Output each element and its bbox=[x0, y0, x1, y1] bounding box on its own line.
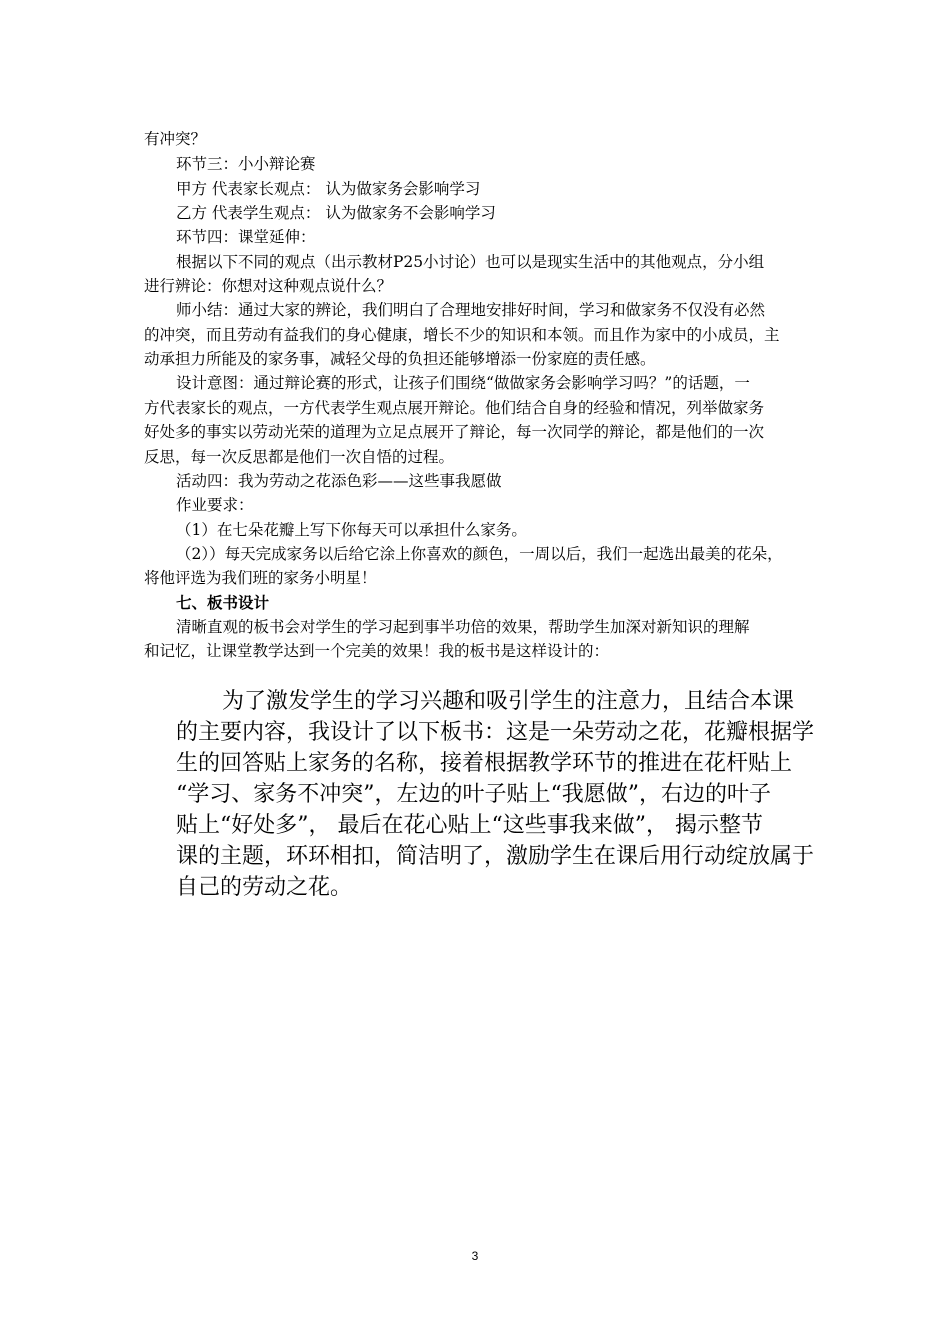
text-line: 根据以下不同的观点（出示教材P25小讨论）也可以是现实生活中的其他观点，分小组 bbox=[176, 253, 765, 271]
text-line: 和记忆，让课堂教学达到一个完美的效果！我的板书是这样设计的： bbox=[144, 642, 610, 660]
text-line: 好处多的事实以劳动光荣的道理为立足点展开了辩论，每一次同学的辩论，都是他们的一次 bbox=[144, 423, 765, 441]
text-line: 清晰直观的板书会对学生的学习起到事半功倍的效果，帮助学生加深对新知识的理解 bbox=[176, 618, 750, 636]
text-line: 活动四：我为劳动之花添色彩——这些事我愿做 bbox=[176, 472, 502, 490]
board-text-line: 为了激发学生的学习兴趣和吸引学生的注意力，且结合本课 bbox=[222, 689, 795, 714]
text-line: 有冲突？ bbox=[144, 130, 207, 148]
text-line: 反思，每一次反思都是他们一次自悟的过程。 bbox=[144, 448, 455, 466]
section-heading: 七、板书设计 bbox=[176, 593, 270, 612]
board-text-line: “学习、家务不冲突”，左边的叶子贴上“我愿做”，右边的叶子 bbox=[176, 782, 771, 807]
text-line: 将他评选为我们班的家务小明星！ bbox=[144, 569, 377, 587]
text-line: 作业要求： bbox=[176, 496, 254, 514]
text-line: 乙方 代表学生观点： 认为做家务不会影响学习 bbox=[176, 204, 496, 222]
text-line: 动承担力所能及的家务事，减轻父母的负担还能够增添一份家庭的责任感。 bbox=[144, 350, 656, 368]
text-line: 环节三：小小辩论赛 bbox=[176, 155, 316, 173]
board-text-line: 贴上“好处多”， 最后在花心贴上“这些事我来做”， 揭示整节 bbox=[176, 813, 763, 838]
text-line: 环节四：课堂延伸： bbox=[176, 228, 316, 246]
text-line: 师小结：通过大家的辨论，我们明白了合理地安排好时间，学习和做家务不仅没有必然 bbox=[176, 301, 766, 319]
text-line: 设计意图：通过辩论赛的形式，让孩子们围绕“做做家务会影响学习吗？”的话题，一 bbox=[176, 374, 750, 392]
text-line: 甲方 代表家长观点： 认为做家务会影响学习 bbox=[176, 180, 481, 198]
text-line: （1）在七朵花瓣上写下你每天可以承担什么家务。 bbox=[176, 521, 527, 539]
text-line: 方代表家长的观点，一方代表学生观点展开辩论。他们结合自身的经验和情况，列举做家务 bbox=[144, 399, 765, 417]
text-line: （2））每天完成家务以后给它涂上你喜欢的颜色，一周以后，我们一起选出最美的花朵， bbox=[176, 545, 783, 563]
board-text-line: 生的回答贴上家务的名称，接着根据教学环节的推进在花杆贴上 bbox=[176, 751, 793, 776]
text-line: 进行辨论：你想对这种观点说什么？ bbox=[144, 277, 393, 295]
board-text-line: 自己的劳动之花。 bbox=[176, 875, 353, 900]
page-number: 3 bbox=[471, 1249, 479, 1263]
text-line: 的冲突，而且劳动有益我们的身心健康，增长不少的知识和本领。而且作为家中的小成员，主 bbox=[144, 326, 780, 344]
board-text-line: 课的主题，环环相扣，简洁明了，激励学生在课后用行动绽放属于 bbox=[176, 844, 815, 869]
board-text-line: 的主要内容，我设计了以下板书：这是一朵劳动之花，花瓣根据学 bbox=[176, 720, 815, 745]
